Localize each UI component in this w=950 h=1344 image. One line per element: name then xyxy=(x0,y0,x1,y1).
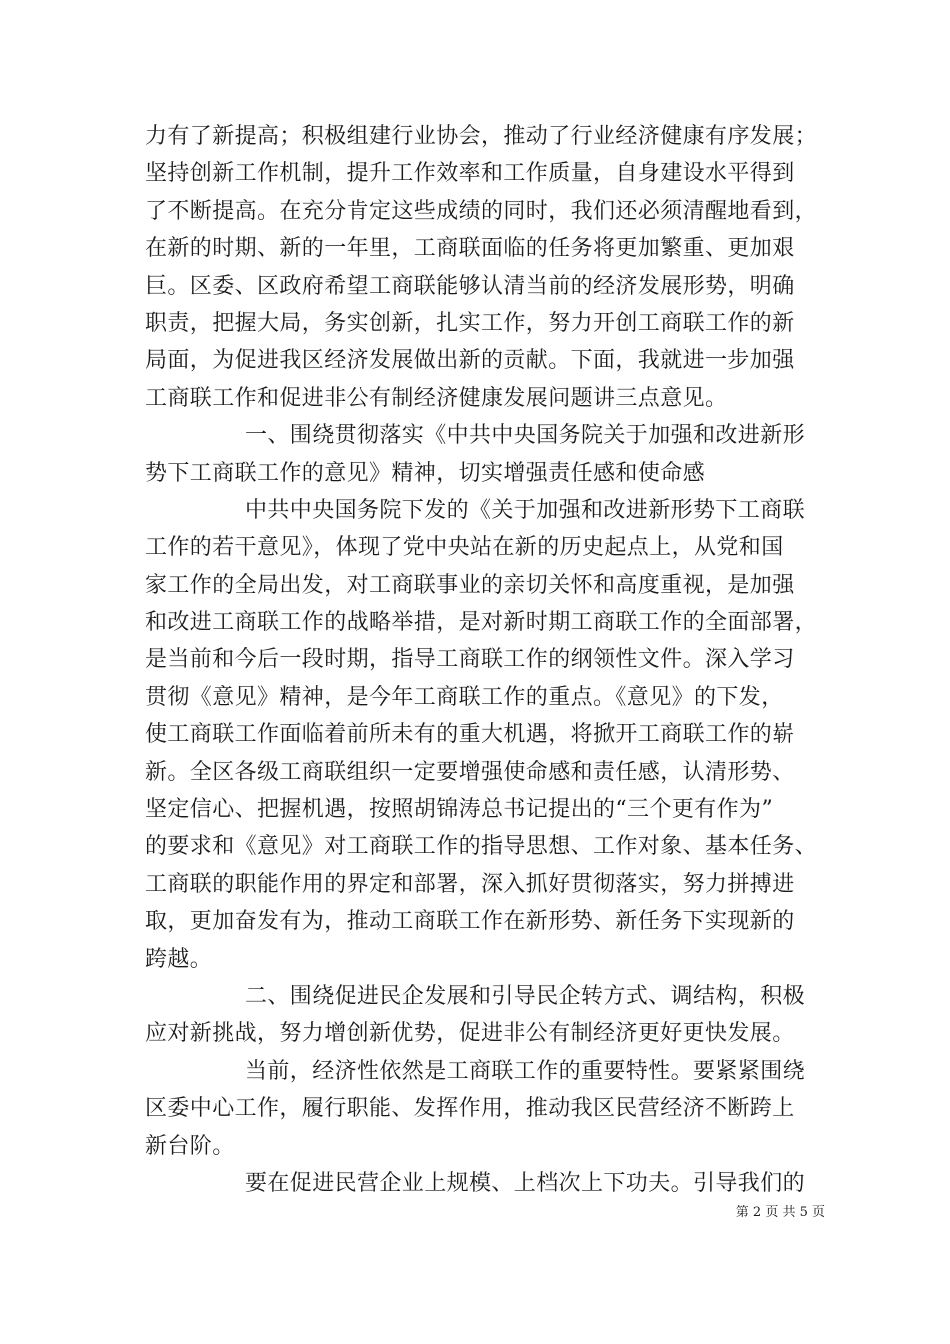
text-line: 和改进工商联工作的战略举措，是对新时期工商联工作的全面部署， xyxy=(145,610,818,636)
section-heading-1-cont: 势下工商联工作的意见》精神，切实增强责任感和使命感 xyxy=(145,460,706,486)
text-line: 工作的若干意见》，体现了党中央站在新的历史起点上，从党和国 xyxy=(145,535,784,561)
text-line: 是当前和今后一段时期，指导工商联工作的纲领性文件。深入学习 xyxy=(145,647,795,673)
text-line: 中共中央国务院下发的《关于加强和改进新形势下工商联 xyxy=(245,497,806,523)
page-number: 第 2 页 共 5 页 xyxy=(735,1205,825,1220)
text-line: 跨越。 xyxy=(145,946,213,972)
text-line: 了不断提高。在充分肯定这些成绩的同时，我们还必须清醒地看到， xyxy=(145,198,818,224)
text-line: 贯彻《意见》精神，是今年工商联工作的重点。《意见》的下发， xyxy=(145,684,784,710)
text-line: 的要求和《意见》对工商联工作的指导思想、工作对象、基本任务、 xyxy=(145,834,818,860)
text-line: 职责，把握大局，务实创新，扎实工作，努力开创工商联工作的新 xyxy=(145,310,795,336)
text-line: 局面，为促进我区经济发展做出新的贡献。下面，我就进一步加强 xyxy=(145,348,795,374)
text-line: 工商联工作和促进非公有制经济健康发展问题讲三点意见。 xyxy=(145,385,728,411)
text-line: 家工作的全局出发，对工商联事业的亲切关怀和高度重视，是加强 xyxy=(145,572,795,598)
text-line: 巨。区委、区政府希望工商联能够认清当前的经济发展形势，明确 xyxy=(145,273,795,299)
document-body xyxy=(145,118,825,1202)
text-line: 取，更加奋发有为，推动工商联工作在新形势、新任务下实现新的 xyxy=(145,909,795,935)
text-line: 当前，经济性依然是工商联工作的重要特性。要紧紧围绕 xyxy=(245,1058,806,1084)
text-line: 新。全区各级工商联组织一定要增强使命感和责任感，认清形势、 xyxy=(145,759,795,785)
text-line: 坚持创新工作机制，提升工作效率和工作质量，自身建设水平得到 xyxy=(145,161,795,187)
section-heading-1: 一、围绕贯彻落实《中共中央国务院关于加强和改进新形 xyxy=(245,423,806,449)
text-line: 区委中心工作，履行职能、发挥作用，推动我区民营经济不断跨上 xyxy=(145,1096,795,1122)
text-line: 工商联的职能作用的界定和部署，深入抓好贯彻落实，努力拼搏进 xyxy=(145,871,795,897)
section-heading-2: 二、围绕促进民企发展和引导民企转方式、调结构，积极 xyxy=(245,983,806,1009)
text-line: 使工商联工作面临着前所未有的重大机遇，将掀开工商联工作的崭 xyxy=(145,722,795,748)
text-line: 新台阶。 xyxy=(145,1133,235,1159)
text-line: 要在促进民营企业上规模、上档次上下功夫。引导我们的 xyxy=(245,1170,806,1196)
section-heading-2-cont: 应对新挑战，努力增创新优势，促进非公有制经济更好更快发展。 xyxy=(145,1021,795,1047)
text-line: 力有了新提高；积极组建行业协会，推动了行业经济健康有序发展； xyxy=(145,124,818,149)
text-line: 坚定信心、把握机遇，按照胡锦涛总书记提出的“三个更有作为” xyxy=(145,797,774,823)
text-line: 在新的时期、新的一年里，工商联面临的任务将更加繁重、更加艰 xyxy=(145,236,795,262)
